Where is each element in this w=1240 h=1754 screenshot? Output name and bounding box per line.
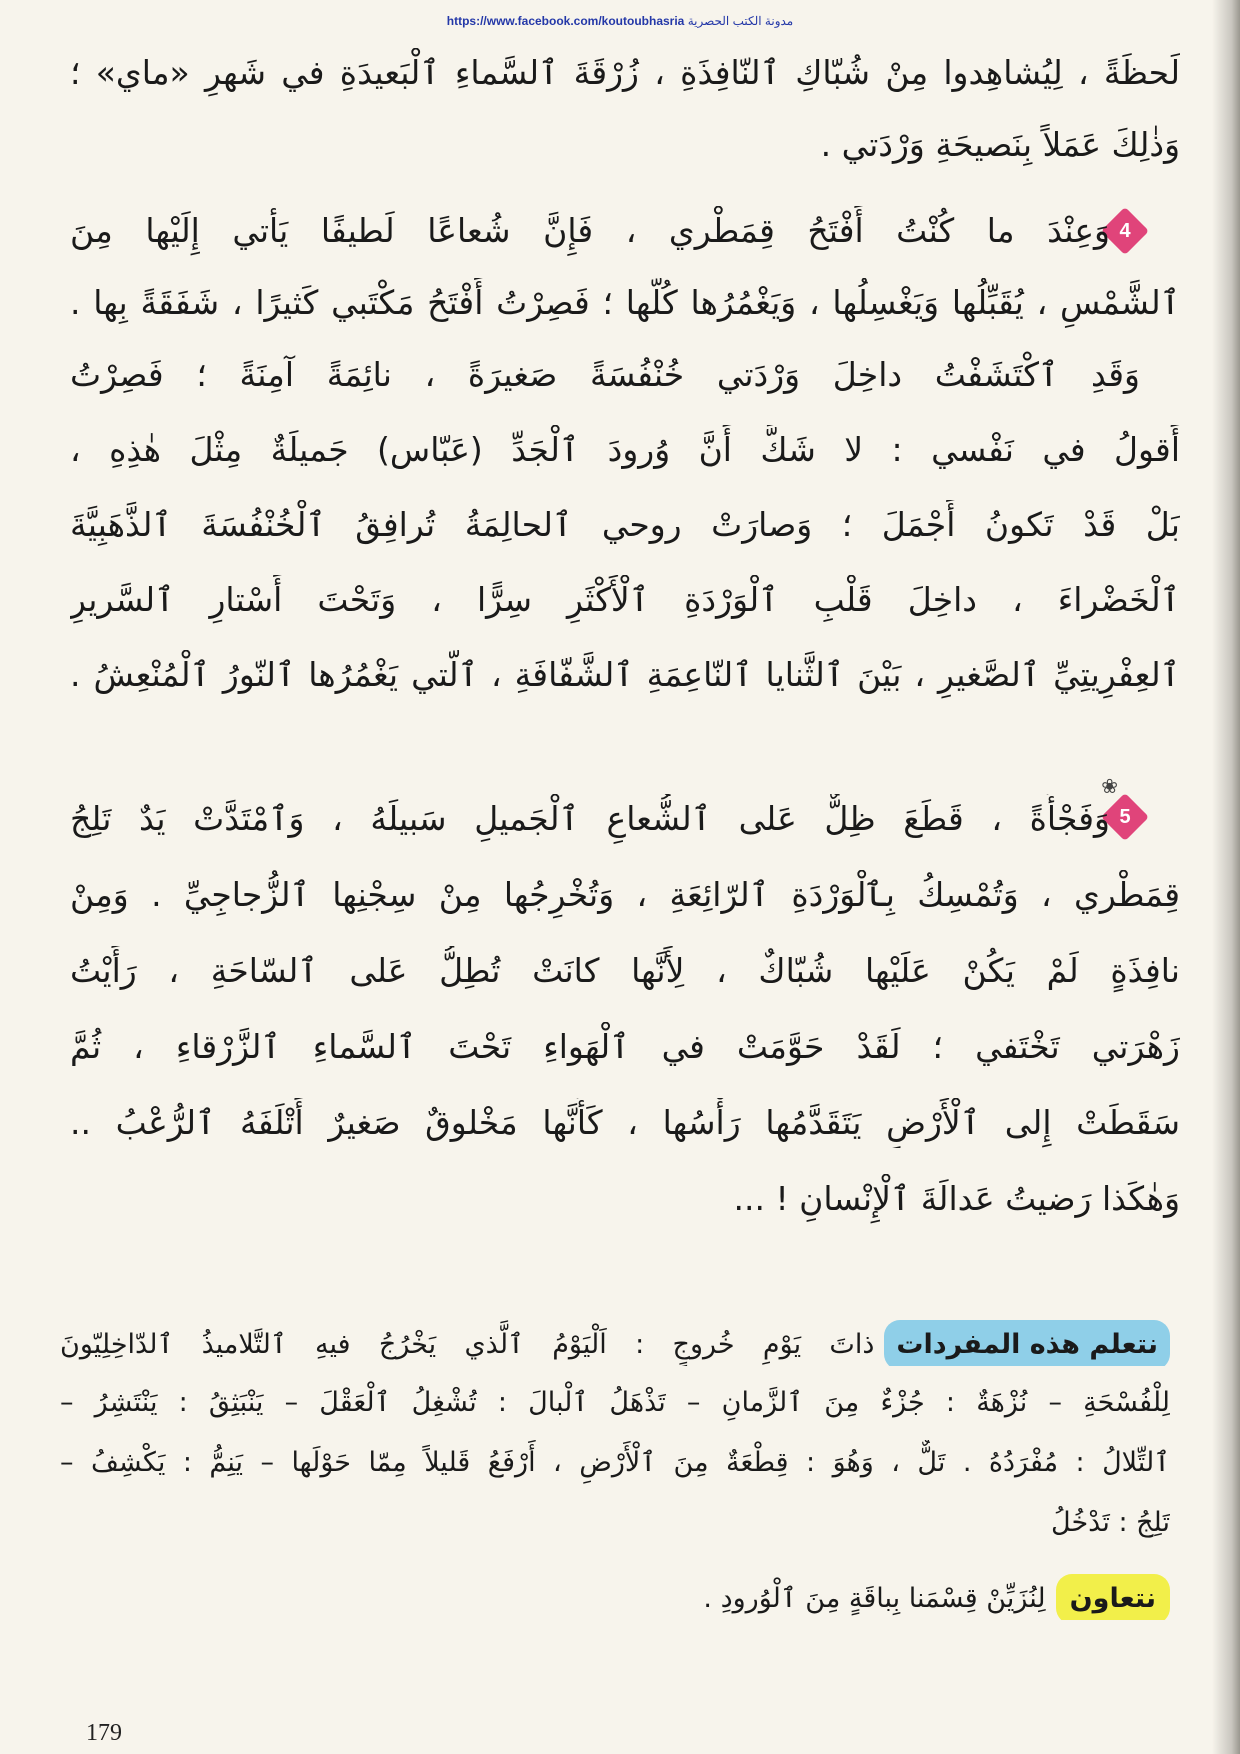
- section-4-badge: 4: [1119, 220, 1131, 242]
- page-number: 179: [86, 1720, 122, 1746]
- text-line: ٱلشَّمْسِ ، يُقَبِّلُها وَيَغْسِلُها ، وَيَغْمُرُها كُلَّها ؛ فَصِرْتُ أَفْتَحُ مَكْتَبي كَثيرًا ، شَفَقَةً بِها .: [70, 283, 1180, 322]
- activity-label: نتعاون: [1056, 1574, 1170, 1620]
- text-line: بَلْ قَدْ تَكونُ أَجْمَلَ ؛ وَصارَتْ روحي ٱلحالِمَةُ تُرافِقُ ٱلْخُنْفُسَةَ ٱلذَّهَبِيَّةَ: [70, 505, 1180, 544]
- source-url[interactable]: https://www.facebook.com/koutoubhasria: [446, 14, 685, 28]
- text-line: قِمَطْري ، وَتُمْسِكُ بِٱلْوَرْدَةِ ٱلرّائِعَةِ ، وَتُخْرِجُها مِنْ سِجْنِها ٱلزُّجاجِيِّ . وَمِنْ: [70, 875, 1180, 914]
- text-line: نافِذَةٍ لَمْ يَكُنْ عَلَيْها شُبّاكٌ ، لِأَنَّها كانَتْ تُطِلُّ عَلى ٱلسّاحَةِ ، رَأَيْتُ: [70, 951, 1180, 990]
- text-line: زَهْرَتي تَخْتَفي ؛ لَقَدْ حَوَّمَتْ في ٱلْهَواءِ تَحْتَ ٱلسَّماءِ ٱلزَّرْقاءِ ، ثُمَّ: [70, 1027, 1180, 1066]
- text-line: وَذٰلِكَ عَمَلاً بِنَصيحَةِ وَرْدَتي .: [820, 125, 1180, 164]
- blog-name: مدونة الكتب الحصرية: [687, 14, 794, 28]
- vocab-line-4: تَلِجُ : تَدْخُلُ: [1051, 1507, 1170, 1538]
- text-line: لَحظَةً ، لِيُشاهِدوا مِنْ شُبّاكِ ٱلنّافِذَةِ ، زُرْقَةَ ٱلسَّماءِ ٱلْبَعيدَةِ في شَهرِ «ماي» ؛: [70, 53, 1180, 92]
- text-line: وَفَجْأَةً ، قَطَعَ ظِلٌّ عَلى ٱلشُّعاعِ ٱلْجَميلِ سَبيلَهُ ، وَٱمْتَدَّتْ يَدٌ تَلِجُ: [70, 799, 1110, 838]
- page-edge-shadow: [1212, 0, 1240, 1754]
- activity-text: لِنُزَيِّنْ قِسْمَنا بِباقَةٍ مِنَ ٱلْوُرودِ .: [703, 1583, 1046, 1614]
- text-line: وَقَدِ ٱكْتَشَفْتُ داخِلَ وَرْدَتي خُنْفُسَةً صَغيرَةً ، نائِمَةً آمِنَةً ؛ فَصِرْتُ: [70, 355, 1140, 394]
- activity-line: [60, 1574, 1170, 1620]
- section-5-badge: 5: [1119, 806, 1131, 828]
- text-line: وَعِنْدَ ما كُنْتُ أَفْتَحُ قِمَطْري ، فَإِنَّ شُعاعًا لَطيفًا يَأْتي إِلَيْها مِنَ: [70, 211, 1110, 250]
- text-line: سَقَطَتْ إِلى ٱلْأَرْضِ يَتَقَدَّمُها رَأْسُها ، كَأَنَّها مَخْلوقٌ صَغيرٌ أَتْلَفَهُ ٱلرُّعْبُ ..: [70, 1103, 1180, 1142]
- text-line: ٱلعِفْرِيتِيِّ ٱلصَّغيرِ ، بَيْنَ ٱلثَّنايا ٱلنّاعِمَةِ ٱلشَّفّافَةِ ، ٱلَّتي يَغْمُرُها ٱلنّورُ ٱلْمُنْعِشُ .: [70, 655, 1180, 694]
- text-line: وَهٰكَذا رَضيتُ عَدالَةَ ٱلْإِنْسانِ ! ...: [733, 1179, 1180, 1218]
- vocab-label: نتعلم هذه المفردات: [884, 1320, 1170, 1366]
- vocab-line-1: [60, 1320, 1170, 1366]
- flower-ornament-icon: ❀: [1101, 774, 1118, 798]
- source-link[interactable]: [0, 14, 1240, 28]
- text-line: أَقولُ في نَفْسي : لا شَكَّ أَنَّ وُرودَ ٱلْجَدِّ (عَبّاس) جَميلَةٌ مِثْلَ هٰذِهِ ،: [70, 430, 1180, 469]
- vocab-text: ذاتَ يَوْمِ خُروجٍ : اَلْيَوْمُ ٱلَّذي يَخْرُجُ فيهِ ٱلتَّلاميذُ ٱلدّاخِلِيّونَ: [60, 1329, 875, 1360]
- vocab-line-3: ٱلتِّلالُ : مُفْرَدُهُ . تَلٌّ ، وَهُوَ : قِطْعَةٌ مِنَ ٱلْأَرْضِ ، أَرْفَعُ قَليلاً مِمّا حَوْلَها – يَنِمُّ : يَكْشِفُ –: [60, 1447, 1170, 1478]
- vocab-line-2: لِلْفُسْحَةِ – نُزْهَةٌ : جُزْءٌ مِنَ ٱلزَّمانِ – تَذْهَلُ ٱلْبالَ : تُشْغِلُ ٱلْعَقْلَ – يَنْبَثِقُ : يَنْتَشِرُ –: [60, 1387, 1170, 1418]
- text-line: ٱلْخَضْراءَ ، داخِلَ قَلْبِ ٱلْوَرْدَةِ ٱلْأَكْثَرِ سِرًّا ، وَتَحْتَ أَسْتارِ ٱلسَّريرِ: [70, 580, 1180, 619]
